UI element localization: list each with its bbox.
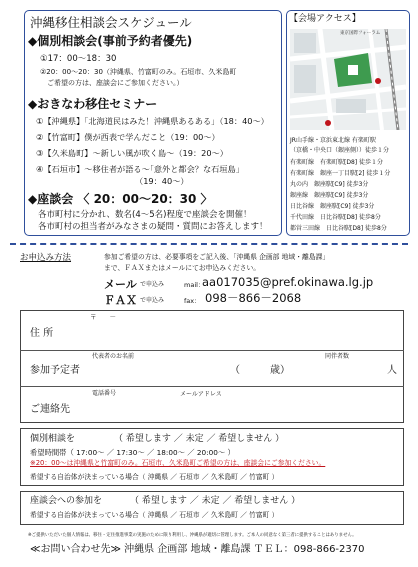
attendee-name-field[interactable]: [90, 352, 240, 384]
station-line: （京橋・中央口（銀座側））徒歩１分: [290, 147, 390, 154]
age-label: （ 歳）: [230, 365, 290, 376]
mail-label: メール: [104, 278, 137, 291]
individual-consult-label: 個別相談を: [30, 434, 76, 444]
email-label: メールアドレス: [180, 391, 222, 398]
email-field[interactable]: [180, 389, 398, 420]
fax-sub: で申込み: [140, 297, 165, 304]
mail-sub: で申込み: [140, 281, 165, 288]
seminar-heading: ◆おきなわ移住セミナー: [28, 97, 158, 111]
companions-field[interactable]: [320, 352, 384, 384]
fax-label: ＦＡＸ: [104, 294, 137, 307]
form-divider: [20, 350, 404, 351]
application-desc-1: 参加ご希望の方は、必要事項をご記入後、「沖縄県 企画部 地域・離島課」: [104, 253, 330, 261]
seminar-item: ②【竹富町】僕が西表で学んだこと（19：00～）: [36, 132, 220, 142]
dashed-separator: [10, 243, 408, 245]
individual-heading: ◆個別相談会(事前予約者優先): [28, 34, 193, 48]
station-line: 丸の内 銀座駅[C9] 徒歩3分: [290, 181, 369, 188]
fax-prefix: fax：: [184, 297, 201, 305]
station-line: 日比谷線 銀座駅[C9] 徒歩3分: [290, 203, 375, 210]
people-unit: 人: [387, 365, 397, 376]
seminar-item-time: （19：40～）: [135, 176, 189, 186]
time-preference[interactable]: 希望時間帯（ 17:00～ ／ 17:30～ ／ 18:00～ ／ 20:00～ ）: [30, 448, 235, 457]
map-graphic: [290, 29, 406, 130]
application-desc-2: まで、ＦＡＸまたはメールにてお申込みください。: [104, 264, 261, 272]
map-venue-label: 東京国際フォーラム: [340, 31, 381, 36]
address-field[interactable]: [80, 313, 398, 347]
discussion-label: 座談会への参加を: [30, 496, 103, 506]
mail-prefix: mail：: [184, 281, 205, 289]
form-divider: [20, 386, 404, 387]
seminar-item: ③【久米島町】～新しい風が吹く島～（19：20～）: [36, 148, 228, 158]
address-label: 住 所: [30, 328, 54, 339]
schedule-title: 沖縄移住相談会スケジュール: [30, 15, 192, 30]
station-line: 有楽町線 有楽町駅[D8] 徒歩１分: [290, 159, 384, 166]
discussion-heading: ◆座談会 〈 20：00～20：30 〉: [28, 192, 213, 206]
discussion-line-2: 各市町村の担当者がみなさまの疑問・質問にお答えします！: [38, 222, 268, 232]
access-title: 【会場アクセス】: [289, 14, 361, 24]
seminar-item: ④【石垣市】～移住者が語る～｢意外と都会？な石垣島｣: [36, 164, 240, 174]
inquiry-contact: ≪お問い合わせ先≫ 沖縄県 企画部 地域・離島課 ＴＥＬ：098-866-2370: [30, 544, 365, 555]
station-line: 千代田線 日比谷駅[D8] 徒歩8分: [290, 214, 381, 221]
municipality-preference[interactable]: 希望する自治体が決まっている場合（ 沖縄県 ／ 石垣市 ／ 久米島町 ／ 竹富町 ）: [30, 511, 279, 519]
discussion-options[interactable]: （ 希望します ／ 未定 ／ 希望しません ）: [130, 496, 301, 506]
venue-map: [290, 29, 406, 130]
municipality-preference[interactable]: 希望する自治体が決まっている場合（ 沖縄県 ／ 石垣市 ／ 久米島町 ／ 竹富町 ）: [30, 473, 279, 481]
rep-name-label: 代表者のお名前: [92, 353, 135, 360]
privacy-note: ※ご提供いただいた個人情報は、移住・定住推進事業の実施のために限り利用し、沖縄県が適切に管理します。ご本人の同意なく第三者に提供することはありません。: [28, 533, 357, 538]
companions-label: 同伴者数: [325, 353, 350, 360]
contact-label: ご連絡先: [30, 404, 70, 415]
individual-consult-options[interactable]: （ 希望します ／ 未定 ／ 希望しません ）: [114, 434, 285, 444]
seminar-item: ①【沖縄県】｢北海道民はみた！沖縄県あるある｣（18：40～）: [36, 116, 269, 126]
phone-field[interactable]: [90, 389, 175, 420]
postal-mark: 〒 －: [90, 313, 116, 321]
attendee-label: 参加予定者: [30, 365, 80, 376]
individual-slot-1: ①17：00～18：30: [40, 54, 117, 64]
fax-number: 098－866－2068: [205, 291, 302, 305]
mail-address[interactable]: aa017035@pref.okinawa.lg.jp: [202, 275, 374, 289]
individual-slot-2-note: ご希望の方は、座談会にご参加ください。）: [47, 79, 184, 87]
station-line: 都営三田線 日比谷駅[D8] 徒歩8分: [290, 225, 387, 232]
station-line: JR山手線・京浜東北線 有楽町駅: [290, 137, 376, 144]
station-line: 銀座線 銀座駅[C9] 徒歩3分: [290, 192, 369, 199]
time-note: ※20：00～は沖縄県と竹富町のみ。石垣市、久米島町ご希望の方は、座談会にご参加ください。: [30, 459, 326, 467]
individual-slot-2: ②20：00～20：30（沖縄県、竹富町のみ。石垣市、久米島町: [40, 68, 237, 76]
station-line: 有楽町線 銀座一丁目駅[2] 徒歩１分: [290, 170, 391, 177]
phone-label: 電話番号: [92, 390, 117, 397]
application-label: お申込み方法: [20, 253, 72, 263]
discussion-line-1: 各市町村に分かれ、数名(4～5名)程度で座談会を開催！: [38, 210, 252, 220]
